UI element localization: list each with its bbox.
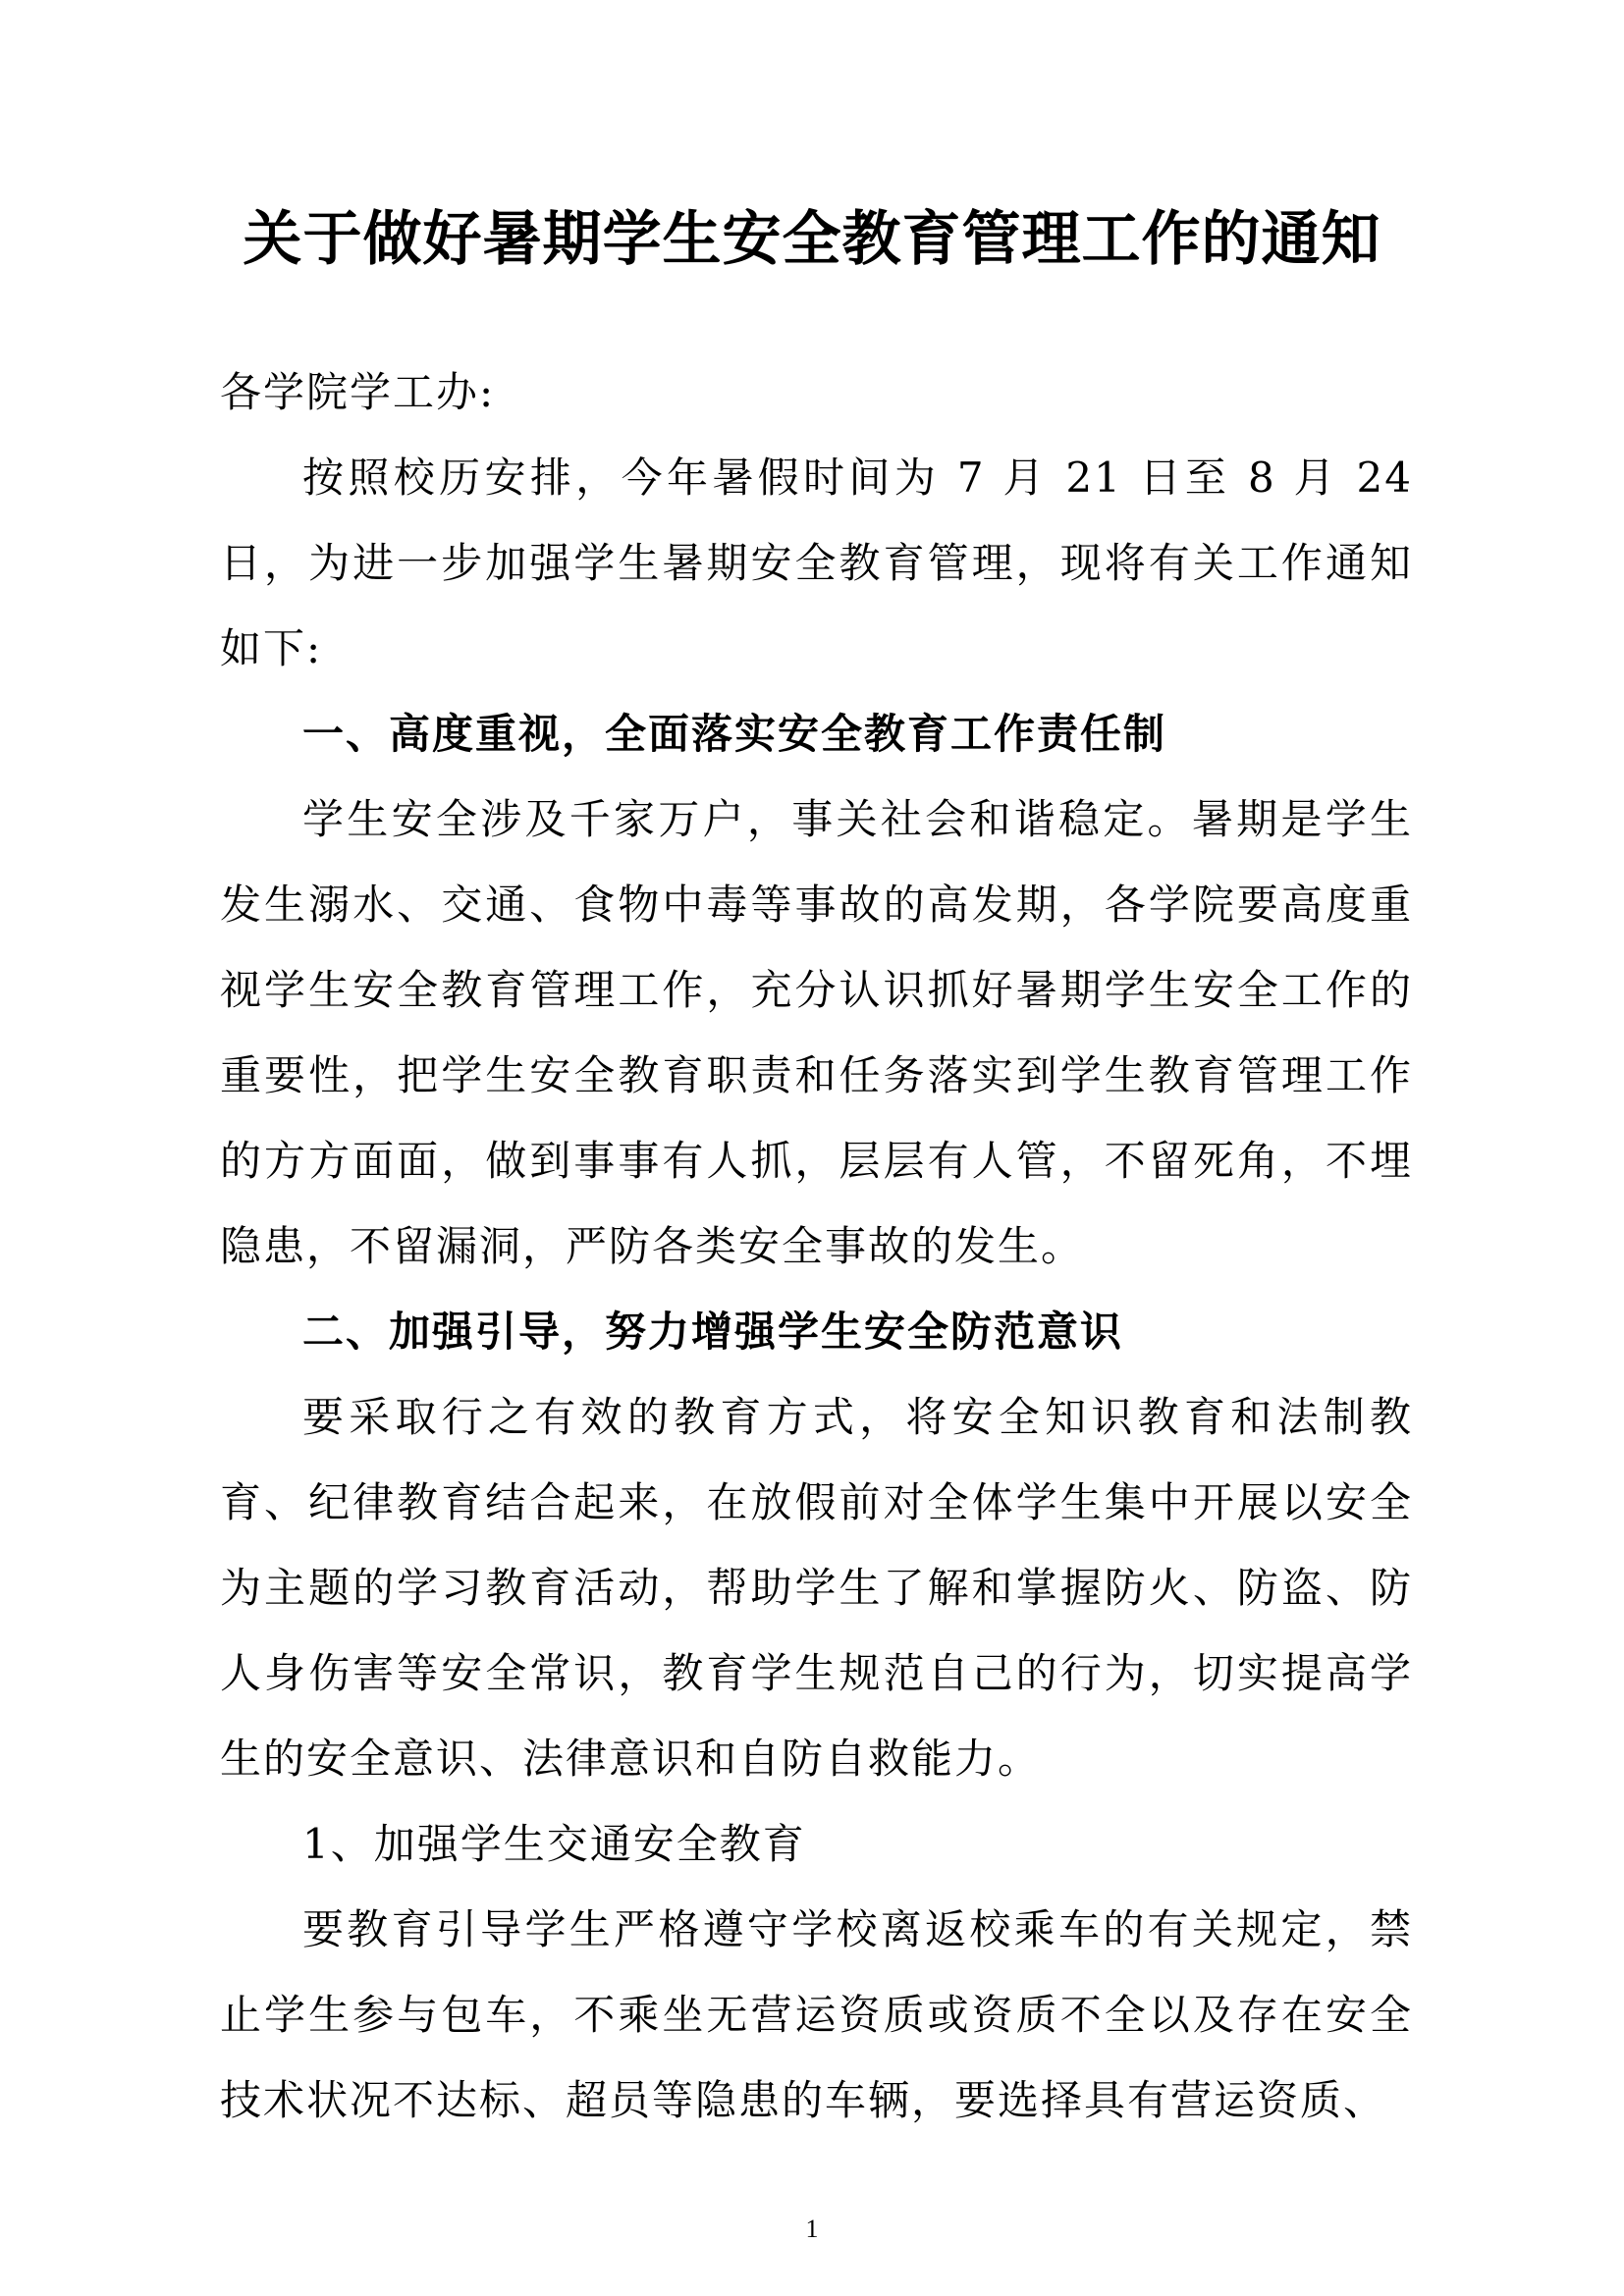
section-1-heading: 一、高度重视，全面落实安全教育工作责任制 (302, 710, 1167, 758)
intro-paragraph: 按照校历安排，今年暑假时间为 7 月 21 日至 8 月 24 日，为进一步加强学生暑期安全教育管理，现将有关工作通知如下: (220, 454, 1413, 672)
subsection-1-paragraph: 要教育引导学生严格遵守学校离返校乘车的有关规定，禁止学生参与包车，不乘坐无营运资质或资质不全以及存在安全技术状况不达标、超员等隐患的车辆，要选择具有营运资质、 (220, 1905, 1413, 2124)
subsection-1-heading: 1、加强学生交通安全教育 (302, 1820, 806, 1868)
section-2-paragraph: 要采取行之有效的教育方式，将安全知识教育和法制教育、纪律教育结合起来，在放假前对全体学生集中开展以安全为主题的学习教育活动，帮助学生了解和掌握防火、防盗、防人身伤害等安全常识，教育学生规范自己的行为，切实提高学生的安全意识、法律意识和自防自救能力。 (220, 1393, 1413, 1783)
document-title: 关于做好暑期学生安全教育管理工作的通知 (243, 205, 1381, 274)
section-1-paragraph: 学生安全涉及千家万户，事关社会和谐稳定。暑期是学生发生溺水、交通、食物中毒等事故的高发期，各学院要高度重视学生安全教育管理工作，充分认识抓好暑期学生安全工作的重要性，把学生安全教育职责和任务落实到学生教育管理工作的方方面面，做到事事有人抓，层层有人管，不留死角，不埋隐患，不留漏洞，严防各类安全事故的发生。 (220, 795, 1413, 1270)
section-2-heading: 二、加强引导，努力增强学生安全防范意识 (302, 1308, 1124, 1356)
salutation: 各学院学工办: (220, 368, 496, 416)
page-number: 1 (805, 2215, 819, 2243)
document-body (220, 349, 1413, 2143)
